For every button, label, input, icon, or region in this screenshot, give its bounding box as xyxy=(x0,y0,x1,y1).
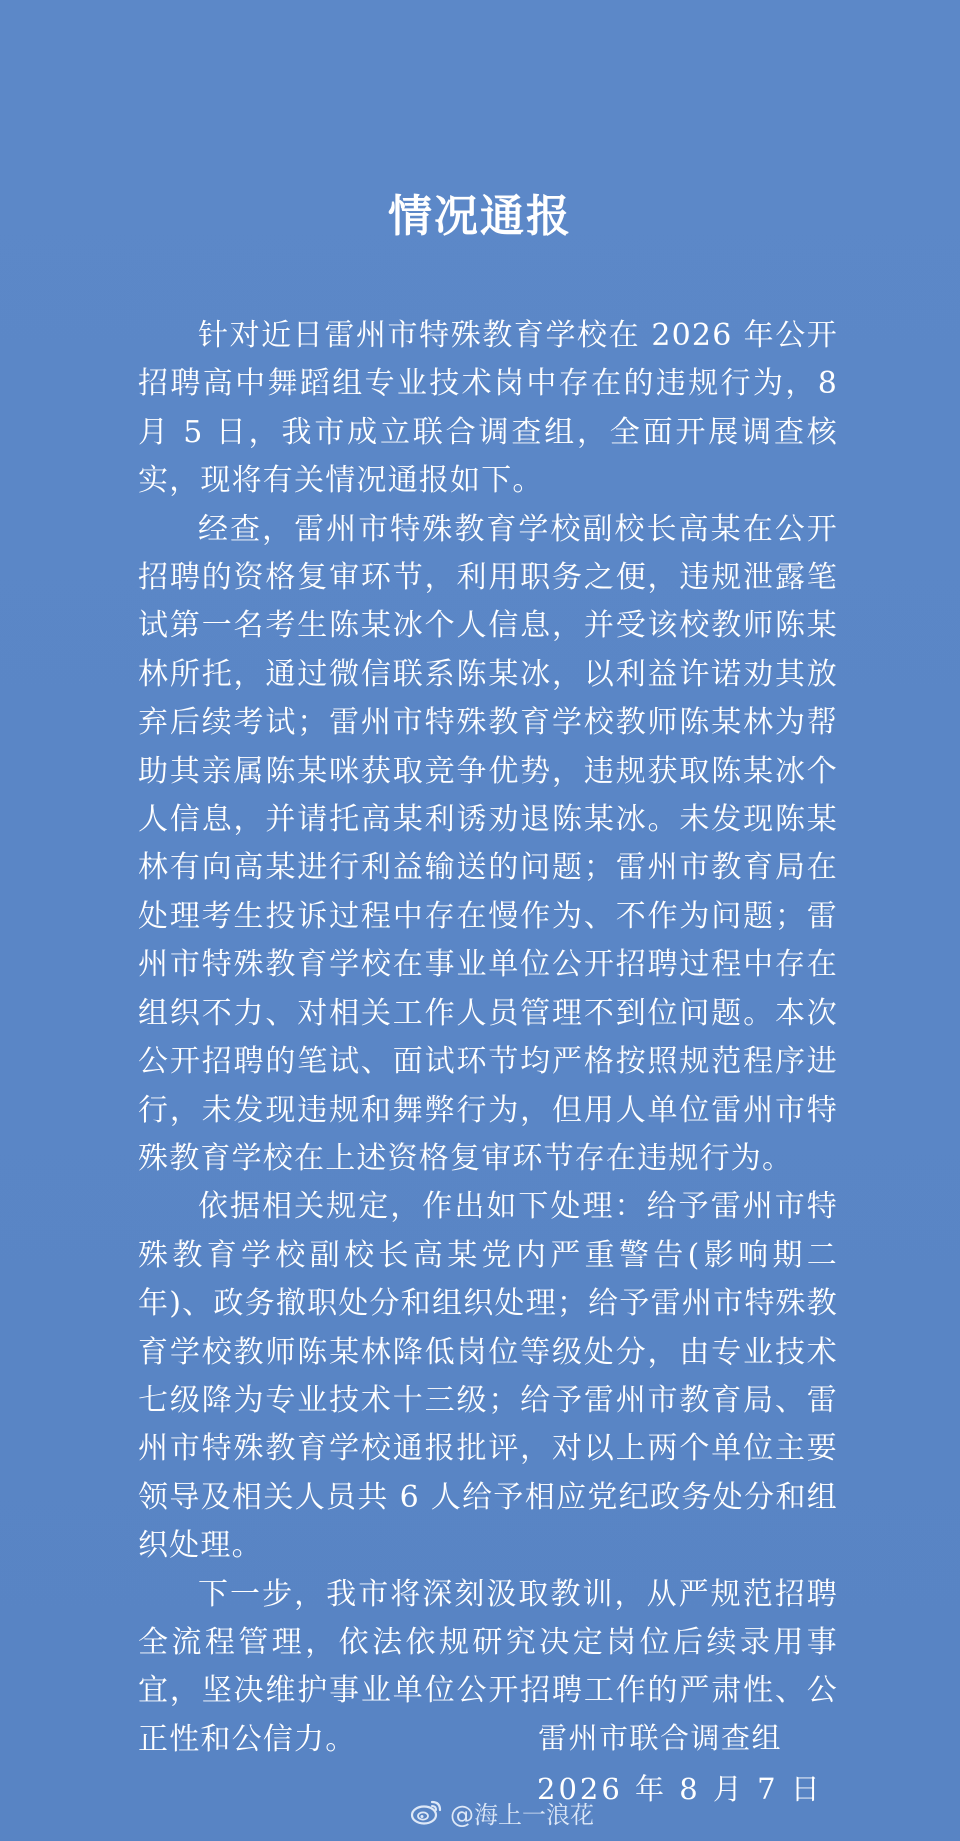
watermark-text: @海上一浪花 xyxy=(450,1800,594,1829)
weibo-logo-icon xyxy=(410,1798,444,1826)
signature-date: 2026 年 8 月 7 日 xyxy=(537,1772,823,1806)
notice-title: 情况通报 xyxy=(388,191,572,242)
weibo-watermark xyxy=(410,1795,594,1829)
paragraph-penalties: 依据相关规定，作出如下处理：给予雷州市特殊教育学校副校长高某党内严重警告(影响期二年)、政务撤职处分和组织处理；给予雷州市特殊教育学校教师陈某林降低岗位等级处分，由专业技术七级降为专业技术十三级；给予雷州市教育局、雷州市特殊教育学校通报批评，对以上两个单位主要领导及相关人员共 6 人给予相应党纪政务处分和组织处理。 xyxy=(138,1189,838,1564)
paragraph-intro: 针对近日雷州市特殊教育学校在 2026 年公开招聘高中舞蹈组专业技术岗中存在的违规行为，8 月 5 日，我市成立联合调查组，全面开展调查核实，现将有关情况通报如下。 xyxy=(138,318,838,499)
notice-body xyxy=(138,312,838,1764)
paragraph-findings: 经查，雷州市特殊教育学校副校长高某在公开招聘的资格复审环节，利用职务之便，违规泄露笔试第一名考生陈某冰个人信息，并受该校教师陈某林所托，通过微信联系陈某冰，以利益许诺劝其放弃后续考试；雷州市特殊教育学校教师陈某林为帮助其亲属陈某咪获取竞争优势，违规获取陈某冰个人信息，并请托高某利诱劝退陈某冰。未发现陈某林有向高某进行利益输送的问题；雷州市教育局在处理考生投诉过程中存在慢作为、不作为问题；雷州市特殊教育学校在事业单位公开招聘过程中存在组织不力、对相关工作人员管理不到位问题。本次公开招聘的笔试、面试环节均严格按照规范程序进行，未发现违规和舞弊行为，但用人单位雷州市特殊教育学校在上述资格复审环节存在违规行为。 xyxy=(138,511,838,1176)
paragraph-next-steps: 下一步，我市将深刻汲取教训，从严规范招聘全流程管理，依法依规研究决定岗位后续录用事宜，坚决维护事业单位公开招聘工作的严肃性、公正性和公信力。 xyxy=(138,1576,838,1757)
signature-organization: 雷州市联合调查组 xyxy=(538,1721,783,1755)
